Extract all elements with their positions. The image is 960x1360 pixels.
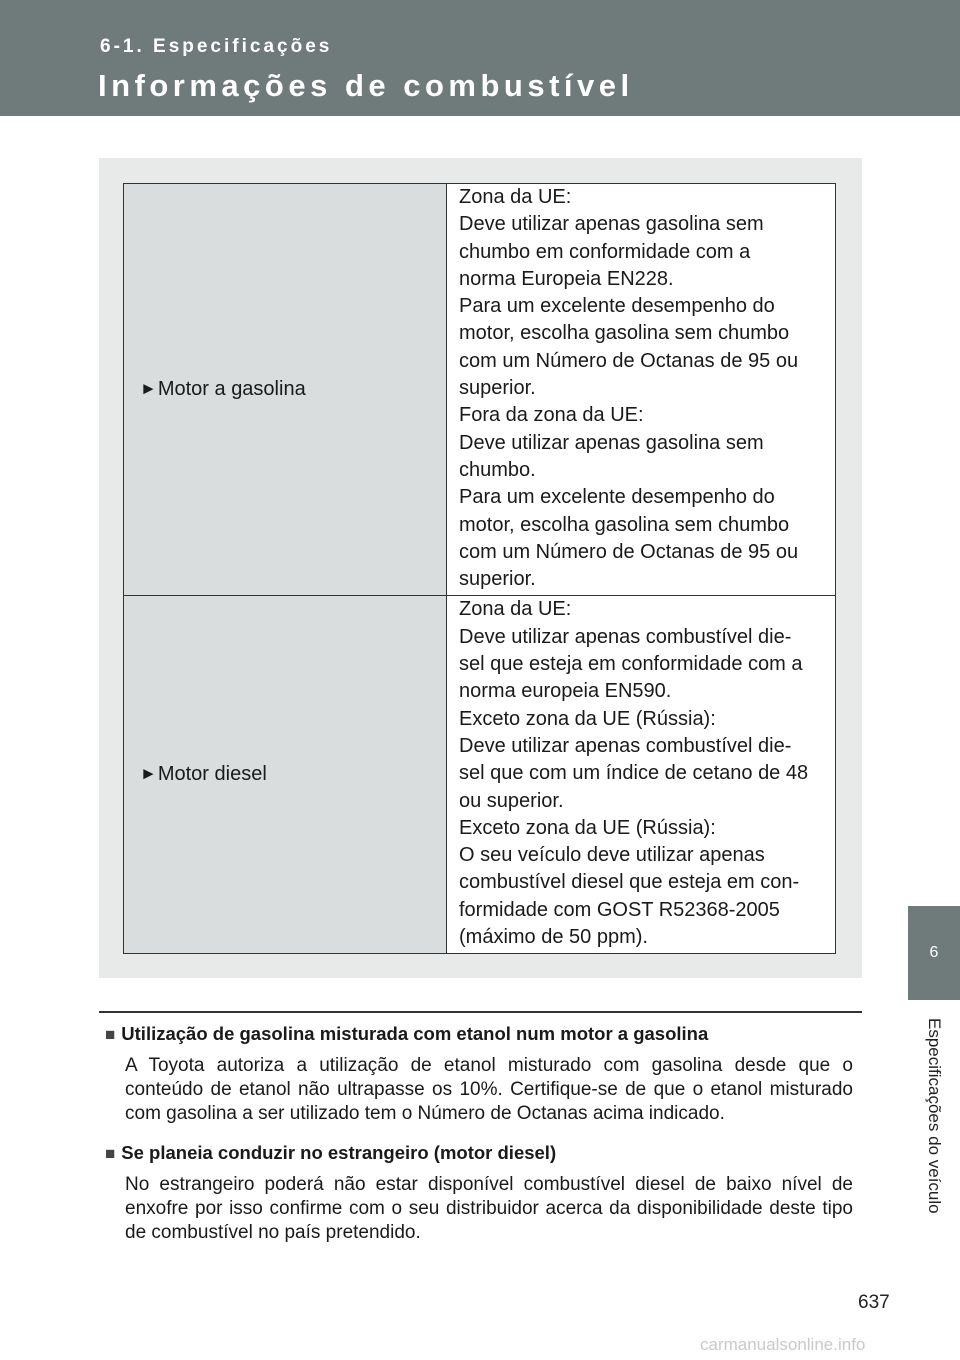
requirement-line: O seu veículo deve utilizar apenas [459,844,765,867]
note-heading-text: Se planeia conduzir no estrangeiro (motor diesel) [121,1142,557,1163]
fuel-table [123,183,836,954]
requirement-line: formidade com GOST R52368-2005 [459,898,780,921]
requirement-line: motor, escolha gasolina sem chumbo [459,322,790,345]
requirement-line: com um Número de Octanas de 95 ou [459,349,799,372]
requirement-line: sel que esteja em conformidade com a [459,653,803,676]
requirement-line: com um Número de Octanas de 95 ou [459,540,799,563]
chapter-header [0,0,960,116]
requirement-line: Exceto zona da UE (Rússia): [459,816,716,839]
requirement-line: (máximo de 50 ppm). [459,926,648,949]
requirement-line: norma europeia EN590. [459,680,672,703]
engine-type-label: Motor diesel [157,763,267,786]
requirement-line: Deve utilizar apenas gasolina sem [459,431,764,454]
requirement-line: sel que com um índice de cetano de 48 [459,762,809,785]
watermark: carmanualsonline.info [700,1335,866,1354]
requirement-line: motor, escolha gasolina sem chumbo [459,513,790,536]
requirement-line: Fora da zona da UE: [459,404,644,427]
table-row [124,596,836,954]
page-title: Informações de combustível [98,68,634,103]
section-divider [99,1011,862,1013]
requirement-line: Deve utilizar apenas combustível die- [459,734,792,757]
triangle-marker-icon: ► [140,379,157,399]
requirement-line: Zona da UE: [459,186,572,208]
page-number: 637 [858,1292,890,1313]
chapter-tab: 6 [908,906,960,1000]
note-heading-text: Utilização de gasolina misturada com etanol num motor a gasolina [121,1023,709,1044]
section-label: 6-1. Especificações [100,36,333,57]
requirement-line: ou superior. [459,789,564,812]
note-heading [105,1022,853,1047]
table-row [124,184,836,596]
requirement-line: combustível diesel que esteja em con- [459,871,800,894]
note-body: No estrangeiro poderá não estar disponível combustível diesel de baixo nível de enxofre por isso confirme com o seu distribuidor acerca da disponibilidade deste tipo de combustível no país pretendido. [125,1174,853,1243]
requirement-line: chumbo. [459,458,536,481]
note-body: A Toyota autoriza a utilização de etanol misturado com gasolina desde que o conteúdo de etanol não ultrapasse os 10%. Certifique-se de que o etanol misturado com gasolina a ser utilizado tem o Número de Octanas acima indicado. [125,1055,853,1124]
triangle-marker-icon: ► [140,764,157,784]
engine-type-cell [124,184,447,596]
square-bullet-icon: ■ [105,1025,116,1044]
requirement-line: Zona da UE: [459,598,572,621]
notes-section [105,1022,853,1260]
fuel-table-panel [99,158,862,978]
fuel-requirement-cell [447,596,836,954]
requirement-line: superior. [459,377,536,400]
requirement-line: Exceto zona da UE (Rússia): [459,707,716,730]
note-heading [105,1141,853,1166]
requirement-line: superior. [459,568,536,591]
engine-type-cell [124,596,447,954]
requirement-line: norma Europeia EN228. [459,267,674,290]
requirement-line: Deve utilizar apenas gasolina sem [459,213,764,236]
chapter-side-label: Especificações do veículo [925,1018,944,1214]
note-block [105,1022,853,1126]
requirement-line: chumbo em conformidade com a [459,240,751,263]
requirement-line: Para um excelente desempenho do [459,295,775,318]
engine-type-label: Motor a gasolina [157,378,306,401]
square-bullet-icon: ■ [105,1144,116,1163]
requirement-line: Deve utilizar apenas combustível die- [459,625,792,648]
requirement-line: Para um excelente desempenho do [459,486,775,509]
note-block [105,1141,853,1245]
fuel-requirement-cell [447,184,836,596]
